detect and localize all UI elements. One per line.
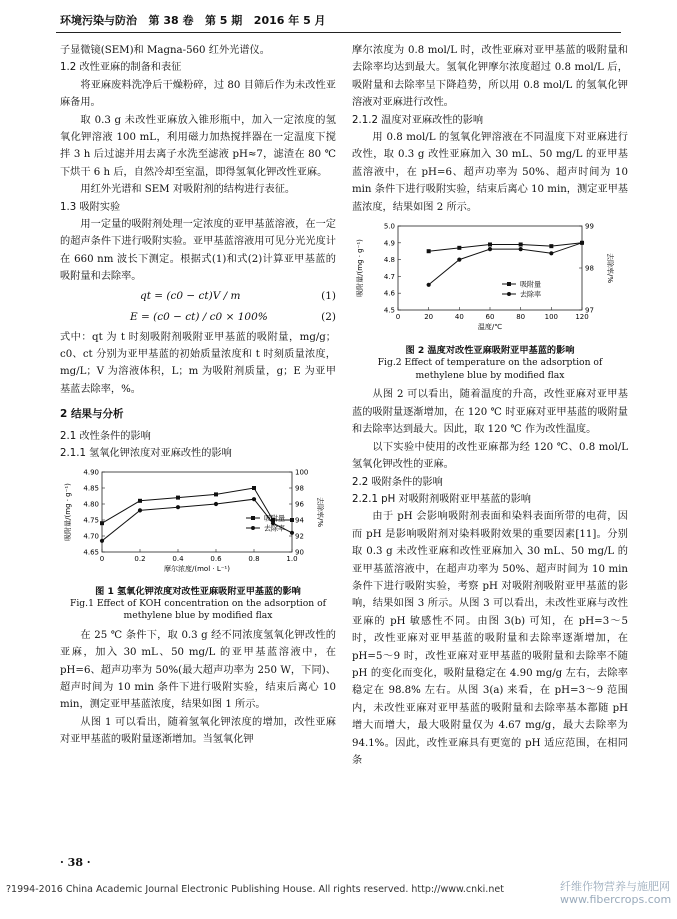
data-point-square (138, 499, 142, 503)
date: 2016 年 5 月 (253, 14, 326, 27)
figure-1-caption-en-2: methylene blue by modified flax (123, 610, 273, 622)
legend-label: 吸附量 (264, 514, 285, 523)
plot-frame (398, 226, 582, 310)
paragraph: 以下实验中使用的改性亚麻都为经 120 ℃、0.8 mol/L 氢氧化钾改性的亚麻。 (352, 441, 628, 471)
x-tick-label: 0 (395, 313, 401, 322)
data-point-square (252, 486, 256, 490)
section-heading-2-1-1: 2.1.1 氢氧化钾浓度对亚麻改性的影响 (60, 447, 232, 459)
y2-tick-label: 98 (585, 264, 594, 273)
data-point-square (290, 518, 294, 522)
section-heading-1-3: 1.3 吸附实验 (60, 201, 121, 213)
legend-label: 吸附量 (520, 280, 541, 289)
paragraph: 摩尔浓度为 0.8 mol/L 时，改性亚麻对亚甲基蓝的吸附量和去除率均达到最大。氢氧化钾摩尔浓度超过 0.8 mol/L 后，吸附量和去除率呈下降趋势，所以用 0.8 mol/L 的氢氧化钾溶液对亚麻进行改性。 (352, 45, 628, 109)
x-tick-label: 20 (424, 313, 434, 322)
figure-1-caption-en: Fig.1 Effect of KOH concentration on the adsorption of (69, 597, 327, 609)
y2-tick-label: 99 (585, 222, 594, 231)
y-tick-label: 5.0 (383, 222, 395, 231)
left-column (60, 42, 336, 749)
watermark-line-1: 纤维作物营养与施肥网 (560, 880, 670, 893)
data-point-square (100, 522, 104, 526)
x-tick-label: 0.4 (172, 555, 184, 564)
y-tick-label: 4.90 (83, 468, 99, 477)
paragraph: 从图 1 可以看出，随着氢氧化钾浓度的增加，改性亚麻对亚甲基蓝的吸附量逐渐增加。当氢氧化钾 (60, 716, 336, 746)
legend-label: 去除率 (520, 290, 541, 299)
data-point-square (427, 249, 431, 253)
figure-2-caption-en-2: methylene blue by modified flax (415, 369, 565, 381)
x-tick-label: 60 (485, 313, 495, 322)
y-tick-label: 4.80 (83, 500, 99, 509)
legend-marker-circle (507, 292, 511, 296)
y2-tick-label: 92 (295, 532, 304, 541)
legend-marker-circle (251, 526, 255, 530)
x-tick-label: 0.8 (248, 555, 260, 564)
x-tick-label: 120 (575, 313, 589, 322)
y-tick-label: 4.8 (383, 256, 395, 265)
figure-1-caption-cn: 图 1 氢氧化钾浓度对改性亚麻吸附亚甲基蓝的影响 (95, 585, 301, 597)
data-point-square (519, 243, 523, 247)
volume: 第 38 卷 (148, 14, 194, 27)
equation-2-number: (2) (321, 311, 336, 324)
section-heading-2-1-2: 2.1.2 温度对亚麻改性的影响 (352, 114, 484, 126)
y-tick-label: 4.6 (383, 289, 395, 298)
x-tick-label: 0.6 (210, 555, 222, 564)
data-point-circle (214, 502, 218, 506)
y2-tick-label: 100 (295, 468, 309, 477)
data-point-circle (290, 531, 294, 535)
paragraph: 取 0.3 g 未改性亚麻放入锥形瓶中，加入一定浓度的氢氧化钾溶液 100 mL，利用磁力加热搅拌器在一定温度下搅拌 3 h 后过滤并用去离子水洗至滤液 pH≈7，滤渣在 80 ℃ 下烘干 6 h 后，自然冷却至室温，即得氢氧化钾改性亚麻。 (60, 114, 336, 178)
copyright-footer: ?1994-2016 China Academic Journal Electronic Publishing House. All rights reserved. http://www.cnki.net (6, 884, 504, 895)
data-point-square (549, 244, 553, 248)
data-point-circle (457, 258, 461, 262)
data-point-circle (100, 539, 104, 543)
figure-2-caption-cn: 图 2 温度对改性亚麻吸附亚甲基蓝的影响 (405, 345, 575, 357)
x-tick-label: 0.2 (134, 555, 146, 564)
section-heading-2-2-1: 2.2.1 pH 对吸附剂吸附亚甲基蓝的影响 (352, 493, 531, 505)
paragraph: 用一定量的吸附剂处理一定浓度的亚甲基蓝溶液，在一定的超声条件下进行吸附实验。亚甲基蓝溶液用可见分光光度计在 660 nm 波长下测定。根据式(1)和式(2)计算亚甲基蓝的吸附量和去除率。 (60, 219, 336, 283)
y2-tick-label: 90 (295, 548, 304, 557)
paragraph: 用 0.8 mol/L 的氢氧化钾溶液在不同温度下对亚麻进行改性，取 0.3 g 改性亚麻加入 30 mL、50 mg/L 的亚甲基蓝溶液中，在 pH=6、超声功率为 50%、超声时间为 10 min 条件下进行吸附实验，结束后离心 10 min，测定亚甲基蓝浓度，结果如图 2 所示。 (352, 132, 628, 213)
equation-2 (60, 307, 336, 328)
header-rule (56, 32, 621, 33)
paragraph: 子显微镜(SEM)和 Magna-560 红外光谱仪。 (60, 45, 270, 56)
equation-1-number: (1) (321, 289, 336, 302)
y2-axis-label: 去除率/% (606, 253, 614, 284)
figure-2-chart (352, 220, 628, 338)
data-point-circle (519, 247, 523, 251)
data-point-square (214, 493, 218, 497)
y2-tick-label: 97 (585, 306, 594, 315)
series-line-1 (429, 243, 582, 251)
watermark-line-2: www.fibercrops.com (560, 893, 672, 906)
x-tick-label: 40 (454, 313, 464, 322)
data-point-circle (176, 505, 180, 509)
data-point-circle (580, 241, 584, 245)
paragraph: 在 25 ℃ 条件下，取 0.3 g 经不同浓度氢氧化钾改性的亚麻，加入 30 mL、50 mg/L 的亚甲基蓝溶液中，在 pH=6、超声功率为 50%(最大超声功率为 250 W，下同)、超声时间为 10 min 条件下进行吸附实验，结束后离心 10 min，测定亚甲基蓝浓度，结果如图 1 所示。 (60, 629, 336, 711)
y-tick-label: 4.85 (83, 484, 99, 493)
page-number: · 38 · (60, 856, 91, 869)
y-tick-label: 4.65 (83, 548, 99, 557)
issue: 第 5 期 (204, 14, 243, 27)
x-tick-label: 80 (516, 313, 526, 322)
y2-tick-label: 98 (295, 484, 304, 493)
x-axis-label: 温度/℃ (477, 323, 503, 332)
x-axis-label: 摩尔浓度/(mol · L⁻¹) (164, 565, 230, 574)
equation-1-body: qt = (c0 − ct)V / m (140, 289, 241, 302)
data-point-circle (138, 509, 142, 513)
x-tick-label: 100 (544, 313, 559, 322)
figure-1-chart (60, 466, 336, 578)
y2-tick-label: 96 (295, 500, 304, 509)
y-tick-label: 4.9 (383, 239, 395, 248)
right-column (352, 42, 628, 769)
equation-1 (60, 286, 336, 307)
legend-marker-square (251, 516, 255, 520)
section-heading-1-2: 1.2 改性亚麻的制备和表征 (60, 62, 182, 74)
data-point-circle (427, 283, 431, 287)
y-tick-label: 4.70 (83, 532, 99, 541)
paragraph: 由于 pH 会影响吸附剂表面和染料表面所带的电荷，因而 pH 是影响吸附剂对染料吸附效果的重要因素[11]。分别取 0.3 g 未改性亚麻和改性亚麻加入 30 mL、50 mg/L 的亚甲基蓝溶液中，在超声功率为 50%、超声时间为 10 min 条件下进行吸附实验，考察 pH 对吸附剂吸附亚甲基蓝的影响，结果如图 3 所示。从图 3 可以看出，未改性亚麻与改性亚麻的 pH 敏感性不同。由图 3(b) 可知，在 pH=3～5 时，改性亚麻对亚甲基蓝的吸附量和去除率逐渐增加，在 pH=5～9 时，改性亚麻对亚甲基蓝的吸附量和去除率不随 pH 的变化而变化，吸附量稳定在 4.90 mg/g 左右，去除率稳定在 98.8% 左右。从图 3(a) 来看，在 pH=3～9 范围内，未改性亚麻对亚甲基蓝的吸附量和去除率基本都随 pH 增大而增大，最大吸附量仅为 4.67 mg/g，最大去除率为 94.1%。因此，改性亚麻具有更宽的 pH 适应范围，在相同条 (352, 511, 628, 766)
y-tick-label: 4.5 (383, 306, 395, 315)
running-header (60, 12, 326, 28)
paragraph: 用红外光谱和 SEM 对吸附剂的结构进行表征。 (80, 184, 296, 196)
data-point-square (488, 243, 492, 247)
equation-2-body: E = (c0 − ct) / c0 × 100% (130, 311, 268, 324)
paragraph: 式中：qt 为 t 时刻吸附剂吸附亚甲基蓝的吸附量，mg/g；c0、ct 分别为亚甲基蓝的初始质量浓度和 t 时刻质量浓度，mg/L；V 为溶液体积，L；m 为吸附剂质量，g；E 为亚甲基蓝去除率，%。 (60, 331, 336, 395)
y2-tick-label: 94 (295, 516, 304, 525)
section-heading-2: 2 结果与分析 (60, 408, 124, 421)
data-point-square (457, 246, 461, 250)
figure-2-caption-en: Fig.2 Effect of temperature on the adsorption of (377, 357, 603, 369)
section-heading-2-1: 2.1 改性条件的影响 (60, 430, 151, 442)
watermark (560, 880, 671, 906)
paragraph: 从图 2 可以看出，随着温度的升高，改性亚麻对亚甲基蓝的吸附量逐渐增加，在 120 ℃ 时亚麻对亚甲基蓝的吸附量和去除率达到最大。因此，取 120 ℃ 作为改性温度。 (352, 389, 628, 436)
journal-name: 环境污染与防治 (60, 14, 137, 27)
data-point-square (176, 496, 180, 500)
data-point-circle (488, 247, 492, 251)
data-point-circle (549, 251, 553, 255)
figure-1 (60, 466, 336, 622)
legend-marker-square (507, 282, 511, 286)
paragraph: 将亚麻废料洗净后干燥粉碎，过 80 目筛后作为未改性亚麻备用。 (60, 79, 336, 109)
legend-label: 去除率 (264, 524, 285, 533)
figure-2 (352, 220, 628, 382)
x-tick-label: 0 (99, 555, 105, 564)
y2-axis-label: 去除率/% (316, 497, 324, 528)
data-point-circle (252, 497, 256, 501)
x-tick-label: 1.0 (286, 555, 298, 564)
section-heading-2-2: 2.2 吸附条件的影响 (352, 476, 443, 488)
y-axis-label: 吸附量/(mg · g⁻¹) (64, 483, 72, 542)
y-tick-label: 4.7 (383, 272, 395, 281)
y-axis-label: 吸附量/(mg · g⁻¹) (356, 239, 364, 297)
y-tick-label: 4.75 (83, 516, 99, 525)
